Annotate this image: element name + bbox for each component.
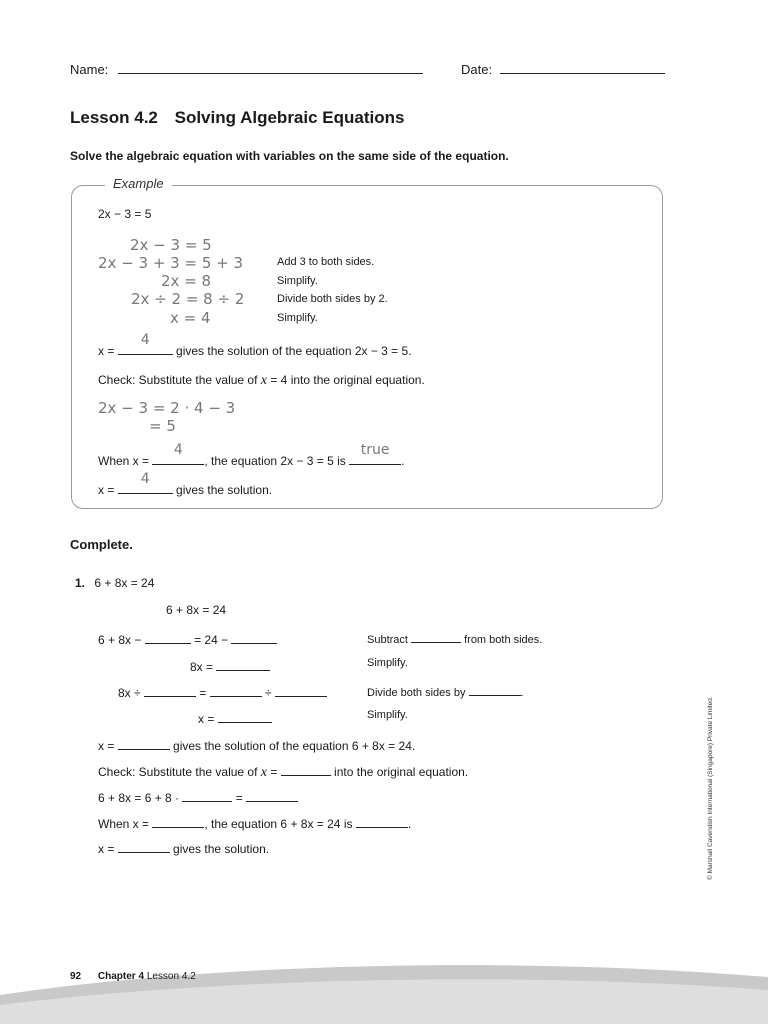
example-problem: 2x − 3 = 5 [98, 207, 152, 221]
example-check-text: Check: Substitute the value of x = 4 into the original equation. [98, 373, 425, 388]
step3-blank-3[interactable] [275, 682, 327, 697]
step4-blank[interactable] [218, 708, 272, 723]
example-solution-line: x = 4 gives the solution of the equation 2x − 3 = 5. [98, 332, 412, 358]
example-step-3: 2x ÷ 2 = 8 ÷ 2 [131, 290, 245, 308]
when-blank[interactable] [152, 813, 204, 828]
example-check-work-2: = 5 [149, 417, 176, 435]
complete-check-line: Check: Substitute the value of x = into the original equation. [98, 761, 468, 781]
complete-step-1: 6 + 8x − = 24 − [98, 629, 277, 647]
example-step-4: x = 4 [170, 309, 211, 327]
example-step-1: 2x − 3 + 3 = 5 + 3 [98, 254, 244, 272]
instruction: Solve the algebraic equation with variables on the same side of the equation. [70, 149, 509, 163]
lesson-number: Lesson 4.2 [70, 108, 158, 127]
step3-blank-1[interactable] [144, 682, 196, 697]
example-when-blank: 4 [152, 450, 204, 465]
complete-step-0: 6 + 8x = 24 [166, 603, 227, 617]
complete-step-4: x = [198, 708, 272, 726]
complete-when-line: When x = , the equation 6 + 8x = 24 is . [98, 813, 411, 831]
example-note-1: Add 3 to both sides. [277, 256, 375, 268]
example-step-2: 2x = 8 [161, 272, 212, 290]
problem-1: 1. 6 + 8x = 24 [75, 576, 155, 590]
footer-wave-decoration [0, 955, 768, 1024]
step3-note-blank[interactable] [469, 683, 521, 696]
step3-note: Divide both sides by . [367, 683, 524, 699]
example-note-3: Divide both sides by 2. [277, 293, 388, 305]
name-input-line[interactable] [118, 73, 423, 74]
complete-step-3: 8x ÷ = ÷ [118, 682, 327, 700]
example-note-2: Simplify. [277, 275, 318, 287]
example-step-0: 2x − 3 = 5 [130, 236, 212, 254]
complete-heading: Complete. [70, 537, 133, 552]
final-blank[interactable] [118, 838, 170, 853]
example-check-work-1: 2x − 3 = 2 · 4 − 3 [98, 399, 236, 417]
check-blank[interactable] [281, 761, 331, 776]
step1-note-blank[interactable] [411, 630, 461, 643]
lesson-subtitle: Solving Algebraic Equations [174, 108, 405, 127]
page-number: 92 [70, 971, 82, 982]
step2-blank[interactable] [216, 656, 270, 671]
example-final-line: x = 4 gives the solution. [98, 471, 273, 497]
example-tab-label: Example [105, 176, 172, 191]
problem-number: 1. [75, 576, 86, 590]
example-true-blank: true [349, 450, 401, 465]
complete-step-2: 8x = [190, 656, 270, 674]
name-label: Name: [70, 62, 109, 77]
footer [70, 971, 196, 982]
step4-note: Simplify. [367, 709, 408, 721]
complete-final-line: x = gives the solution. [98, 838, 269, 856]
complete-substitution-line: 6 + 8x = 6 + 8 · = [98, 787, 298, 805]
date-label: Date: [461, 62, 493, 77]
complete-solution-line: x = gives the solution of the equation 6 + 8x = 24. [98, 735, 415, 753]
page-title [70, 108, 404, 128]
step1-note: Subtract from both sides. [367, 630, 542, 646]
sub-blank-1[interactable] [182, 787, 232, 802]
step2-note: Simplify. [367, 657, 408, 669]
example-when-line: When x = 4 , the equation 2x − 3 = 5 is true . [98, 442, 405, 468]
solution-blank[interactable] [118, 735, 170, 750]
date-field [461, 62, 665, 77]
step1-blank-1[interactable] [145, 629, 191, 644]
date-input-line[interactable] [500, 73, 665, 74]
footer-chapter: Chapter 4 [97, 971, 145, 982]
step1-blank-2[interactable] [231, 629, 277, 644]
footer-lesson: Lesson 4.2 [146, 971, 196, 982]
copyright-notice: © Marshall Cavendish International (Singapore) Private Limited. [707, 696, 714, 880]
example-final-blank: 4 [118, 479, 173, 494]
sub-blank-2[interactable] [246, 787, 298, 802]
step3-blank-2[interactable] [210, 682, 262, 697]
example-note-4: Simplify. [277, 312, 318, 324]
true-false-blank[interactable] [356, 813, 408, 828]
example-solution-blank: 4 [118, 340, 173, 355]
name-field [70, 62, 423, 77]
